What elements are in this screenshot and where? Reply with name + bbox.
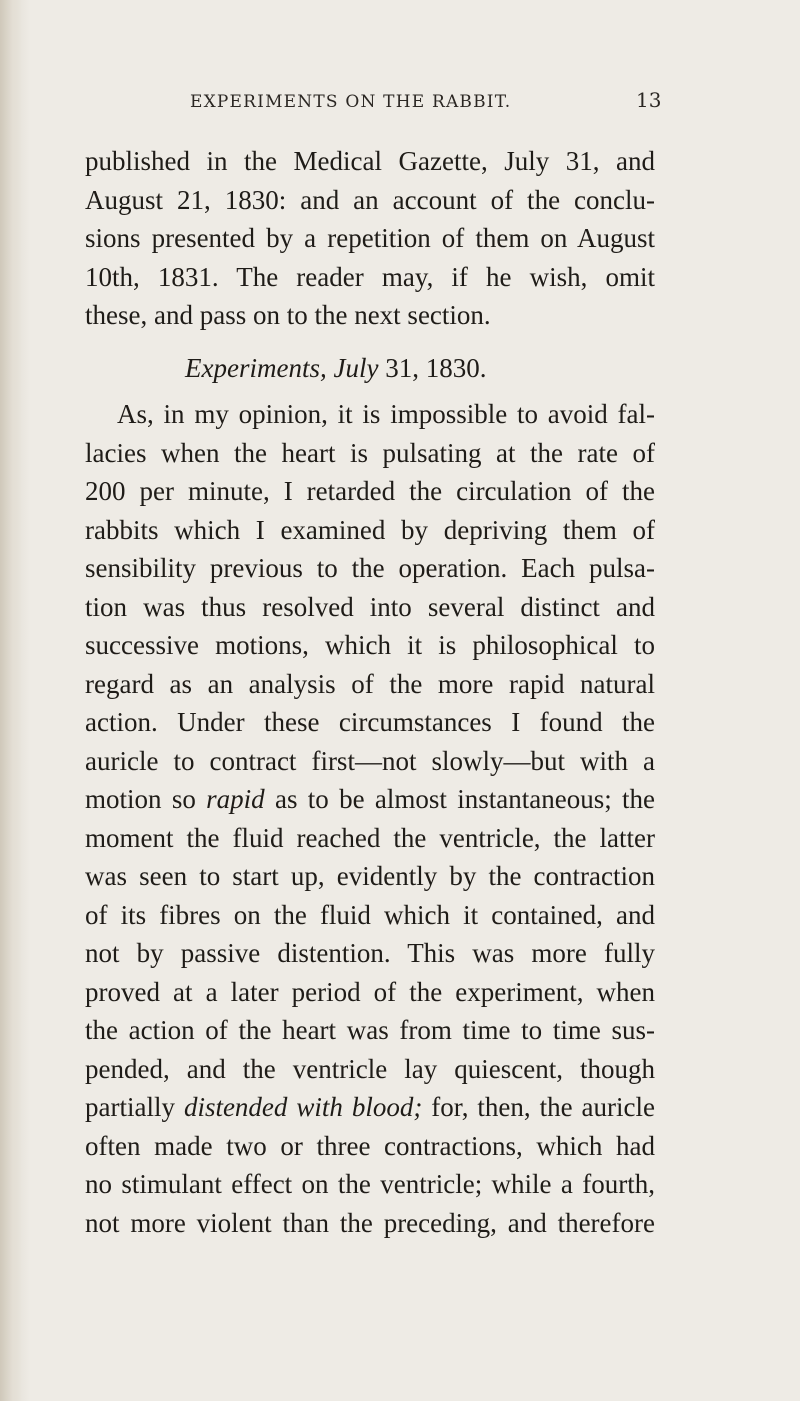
text-line: action. Under these circumstances I found the [85, 707, 655, 737]
italic-emphasis: rapid [206, 784, 265, 814]
text-line: August 21, 1830: and an account of the conclu- [85, 184, 655, 215]
text-line: these, and pass on to the next section. [85, 300, 491, 330]
text-line: pended, and the ventricle lay quiescent, though [85, 1053, 655, 1084]
text-line [85, 780, 655, 819]
text-line: auricle to contract first—not slowly—but with a [85, 745, 655, 776]
text-line: regard as an analysis of the more rapid natural [85, 668, 655, 699]
text-line: successive motions, which it is philosophical to [85, 630, 655, 660]
text-line: sions presented by a repetition of them on August [85, 223, 655, 253]
text-line: the action of the heart was from time to time sus- [85, 1015, 655, 1045]
body-text [85, 142, 655, 1242]
italic-emphasis: distended with blood; [183, 1092, 423, 1122]
text-line: moment the fluid reached the ventricle, the latter [85, 822, 655, 853]
text-line: As, in my opinion, it is impossible to avoid fal- [117, 399, 655, 429]
text-fragment: partially [85, 1092, 184, 1122]
text-line [85, 1088, 655, 1127]
text-line: 200 per minute, I retarded the circulation of the [85, 476, 655, 506]
text-line: often made two or three contractions, which had [85, 1130, 655, 1161]
running-head: EXPERIMENTS ON THE RABBIT. [190, 92, 512, 112]
text-line: was seen to start up, evidently by the contraction [85, 861, 655, 891]
text-line: tion was thus resolved into several distinct and [85, 591, 655, 622]
section-heading-date: 31, 1830. [378, 352, 487, 383]
text-fragment: for, then, the auricle [422, 1092, 656, 1122]
text-fragment: motion so [85, 784, 207, 814]
page-number: 13 [636, 88, 662, 112]
section-heading-italic: Experiments, July [185, 352, 379, 383]
section-heading [85, 349, 655, 388]
text-line: no stimulant effect on the ventricle; while a fourth, [85, 1169, 655, 1199]
text-line: not by passive distention. This was more fully [85, 938, 655, 968]
text-line: 10th, 1831. The reader may, if he wish, omit [85, 261, 655, 292]
text-line: rabbits which I examined by depriving them of [85, 514, 655, 545]
text-line: lacies when the heart is pulsating at the rate of [85, 437, 655, 468]
page-gutter-shadow [0, 0, 22, 1401]
text-line: published in the Medical Gazette, July 31, and [85, 146, 655, 176]
text-line: proved at a later period of the experiment, when [85, 976, 655, 1007]
text-fragment: as to be almost instantaneous; the [264, 784, 655, 814]
text-line: not more violent than the preceding, and therefore [85, 1207, 655, 1238]
text-line: of its fibres on the fluid which it contained, and [85, 899, 655, 930]
text-line: sensibility previous to the operation. Each pulsa- [85, 553, 655, 583]
